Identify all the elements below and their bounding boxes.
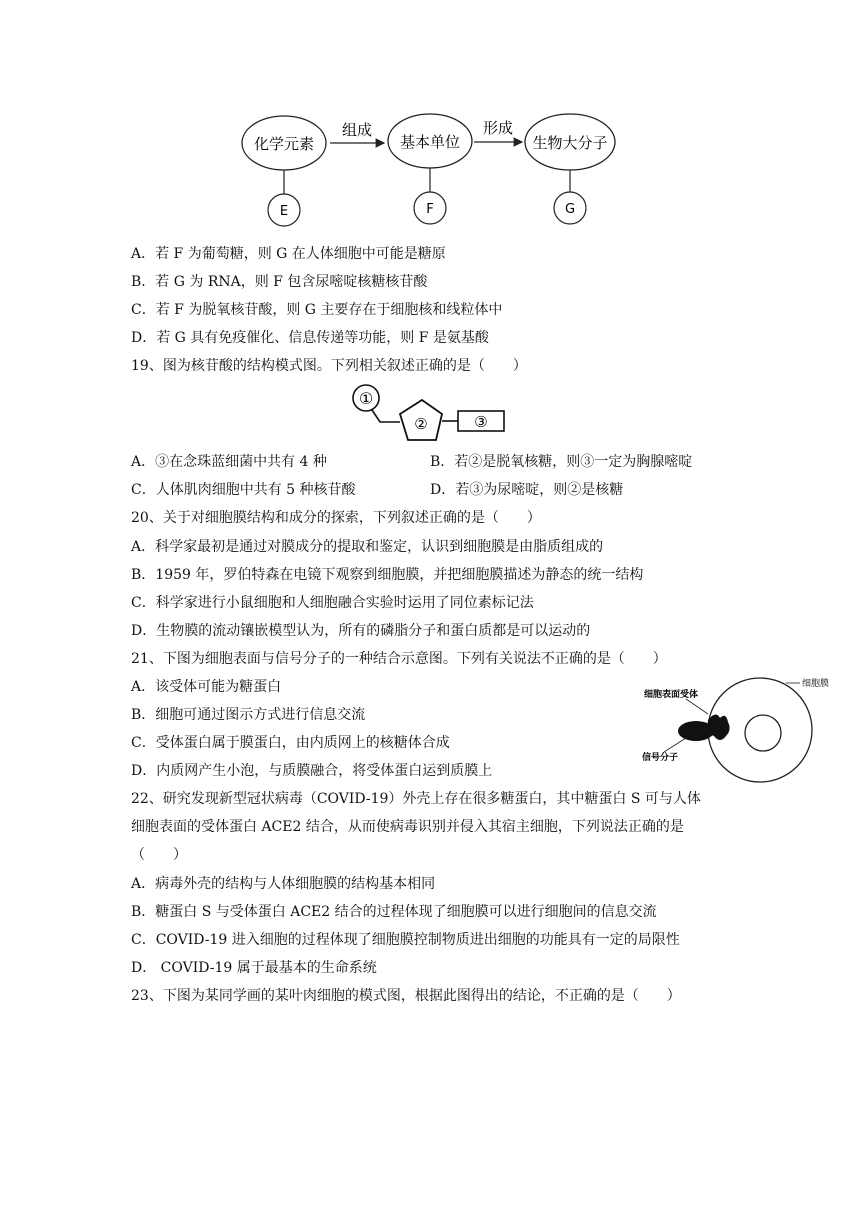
q21-option-a: A．该受体可能为糖蛋白 xyxy=(131,679,282,695)
q20-option-d: D．生物膜的流动镶嵌模型认为，所有的磷脂分子和蛋白质都是可以运动的 xyxy=(131,623,591,639)
q21-option-d: D．内质网产生小泡，与质膜融合，将受体蛋白运到质膜上 xyxy=(131,763,493,779)
q19-stem: 19、图为核苷酸的结构模式图。下列相关叙述正确的是（ ） xyxy=(131,358,527,374)
nucleus-circle xyxy=(745,715,781,751)
label-3: ③ xyxy=(474,413,488,431)
label-2: ② xyxy=(414,415,428,433)
q21-option-b: B．细胞可通过图示方式进行信息交流 xyxy=(131,707,366,723)
label-signal: 信号分子 xyxy=(642,753,679,763)
q20-option-c: C．科学家进行小鼠细胞和人细胞融合实验时运用了同位素标记法 xyxy=(131,595,534,611)
sub-node-label: F xyxy=(426,202,434,217)
label-1: ① xyxy=(358,389,374,408)
arrow-label: 组成 xyxy=(341,121,373,139)
concept-flow-diagram xyxy=(230,105,630,230)
q19-option-a: A．③在念珠蓝细菌中共有 4 种 xyxy=(131,454,327,470)
cell-signal-figure xyxy=(636,672,836,784)
sub-node-label: E xyxy=(279,204,289,219)
label-receptor: 细胞表面受体 xyxy=(644,690,699,700)
q19-option-d: D．若③为尿嘧啶，则②是核糖 xyxy=(430,482,624,498)
q20-stem: 20、关于对细胞膜结构和成分的探索，下列叙述正确的是（ ） xyxy=(131,510,541,526)
q23-stem: 23、下图为某同学画的某叶肉细胞的模式图，根据此图得出的结论，不正确的是（ ） xyxy=(131,988,681,1004)
q20-option-b: B．1959 年，罗伯特森在电镜下观察到细胞膜，并把细胞膜描述为静态的统一结构 xyxy=(131,567,644,583)
arrow-label: 形成 xyxy=(482,119,514,137)
q21-stem: 21、下图为细胞表面与信号分子的一种结合示意图。下列有关说法不正确的是（ ） xyxy=(131,651,667,667)
q22-option-d: D． COVID-19 属于最基本的生命系统 xyxy=(131,960,377,976)
nucleotide-diagram xyxy=(350,382,510,446)
sub-node-label: G xyxy=(564,202,576,217)
q22-stem-line-1: 22、研究发现新型冠状病毒（COVID-19）外壳上存在很多糖蛋白，其中糖蛋白 S 可与人体 xyxy=(131,791,701,807)
node-label: 生物大分子 xyxy=(532,134,608,152)
label-membrane: 细胞膜 xyxy=(802,679,830,689)
q18-option-a: A．若 F 为葡萄糖，则 G 在人体细胞中可能是糖原 xyxy=(131,246,446,262)
node-label: 基本单位 xyxy=(399,133,461,151)
q18-option-c: C．若 F 为脱氧核苷酸，则 G 主要存在于细胞核和线粒体中 xyxy=(131,302,503,318)
q19-option-b: B．若②是脱氧核糖，则③一定为胸腺嘧啶 xyxy=(430,454,693,470)
q20-option-a: A．科学家最初是通过对膜成分的提取和鉴定，认识到细胞膜是由脂质组成的 xyxy=(131,539,604,555)
node-label: 化学元素 xyxy=(253,135,315,153)
q22-option-a: A．病毒外壳的结构与人体细胞膜的结构基本相同 xyxy=(131,876,436,892)
q18-option-b: B．若 G 为 RNA，则 F 包含尿嘧啶核糖核苷酸 xyxy=(131,274,428,290)
q21-option-c: C．受体蛋白属于膜蛋白，由内质网上的核糖体合成 xyxy=(131,735,450,751)
q22-stem-line-2: 细胞表面的受体蛋白 ACE2 结合，从而使病毒识别并侵入其宿主细胞，下列说法正确的是 xyxy=(131,819,684,835)
q19-option-c: C．人体肌肉细胞中共有 5 种核苷酸 xyxy=(131,482,356,498)
q22-option-b: B．糖蛋白 S 与受体蛋白 ACE2 结合的过程体现了细胞膜可以进行细胞间的信息交流 xyxy=(131,904,657,920)
q22-option-c: C．COVID-19 进入细胞的过程体现了细胞膜控制物质进出细胞的功能具有一定的局限性 xyxy=(131,932,680,948)
q18-option-d: D．若 G 具有免疫催化、信息传递等功能，则 F 是氨基酸 xyxy=(131,330,489,346)
signal-molecule-shape xyxy=(678,721,714,741)
q22-stem-line-3: （ ） xyxy=(131,847,187,863)
